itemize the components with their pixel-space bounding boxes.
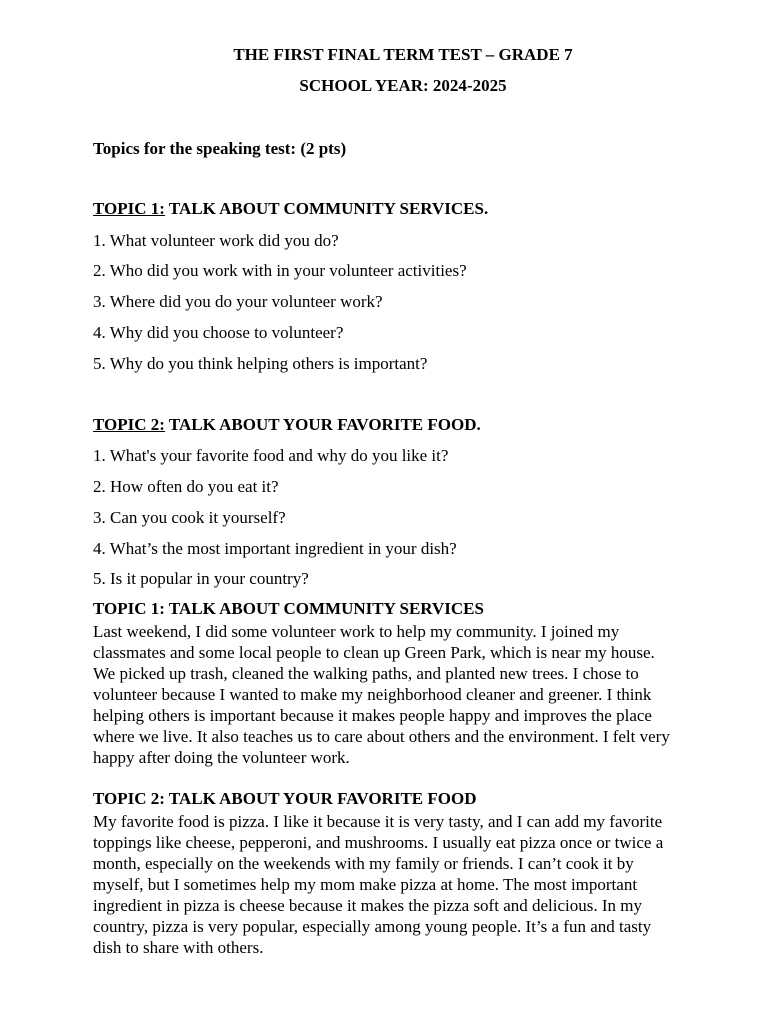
answer1-line: Last weekend, I did some volunteer work to help my community. I joined my [93, 622, 620, 641]
answer2-line: dish to share with others. [93, 938, 264, 957]
answer2-line: toppings like cheese, pepperoni, and mushrooms. I usually eat pizza once or twice a [93, 833, 664, 852]
answer1-line: volunteer because I wanted to make my neighborhood cleaner and greener. I think [93, 685, 652, 704]
answer2-line: country, pizza is very popular, especially among young people. It’s a fun and tasty [93, 917, 652, 936]
topic1-question: 5. Why do you think helping others is important? [93, 354, 428, 373]
topic1-question: 2. Who did you work with in your volunteer activities? [93, 261, 467, 280]
topic2-label: TOPIC 2: [93, 415, 165, 434]
topic2-title: TALK ABOUT YOUR FAVORITE FOOD. [164, 415, 481, 434]
topic1-question: 4. Why did you choose to volunteer? [93, 323, 344, 342]
topic2-question: 2. How often do you eat it? [93, 477, 279, 496]
school-year: SCHOOL YEAR: 2024-2025 [299, 76, 507, 95]
answer1-line: happy after doing the volunteer work. [93, 748, 350, 767]
answer1-paragraph [93, 621, 713, 768]
topic1-label: TOPIC 1: [93, 199, 165, 218]
answer2-paragraph [93, 811, 713, 958]
answer2-line: myself, but I sometimes help my mom make pizza at home. The most important [93, 875, 638, 894]
answer1-line: We picked up trash, cleaned the walking paths, and planted new trees. I chose to [93, 664, 639, 683]
topic2-question: 4. What’s the most important ingredient in your dish? [93, 539, 457, 558]
test-title: THE FIRST FINAL TERM TEST – GRADE 7 [233, 45, 573, 64]
topic2-question: 5. Is it popular in your country? [93, 569, 309, 588]
topic2-question: 3. Can you cook it yourself? [93, 508, 286, 527]
answer2-line: My favorite food is pizza. I like it because it is very tasty, and I can add my favorite [93, 812, 663, 831]
topic2-question: 1. What's your favorite food and why do you like it? [93, 446, 449, 465]
answer1-heading: TOPIC 1: TALK ABOUT COMMUNITY SERVICES [93, 599, 484, 618]
answer1-line: where we live. It also teaches us to care about others and the environment. I felt very [93, 727, 670, 746]
answer2-line: ingredient in pizza is cheese because it makes the pizza soft and delicious. In my [93, 896, 642, 915]
speaking-test-intro: Topics for the speaking test: (2 pts) [93, 139, 347, 158]
answer2-heading: TOPIC 2: TALK ABOUT YOUR FAVORITE FOOD [93, 789, 477, 808]
topic2-heading [93, 415, 481, 435]
topic1-question: 3. Where did you do your volunteer work? [93, 292, 383, 311]
answer1-line: helping others is important because it makes people happy and improves the place [93, 706, 652, 725]
topic1-question: 1. What volunteer work did you do? [93, 231, 339, 250]
topic1-title: TALK ABOUT COMMUNITY SERVICES. [164, 199, 489, 218]
answer1-line: classmates and some local people to clean up Green Park, which is near my house. [93, 643, 655, 662]
topic1-heading [93, 199, 488, 219]
answer2-line: month, especially on the weekends with my family or friends. I can’t cook it by [93, 854, 634, 873]
